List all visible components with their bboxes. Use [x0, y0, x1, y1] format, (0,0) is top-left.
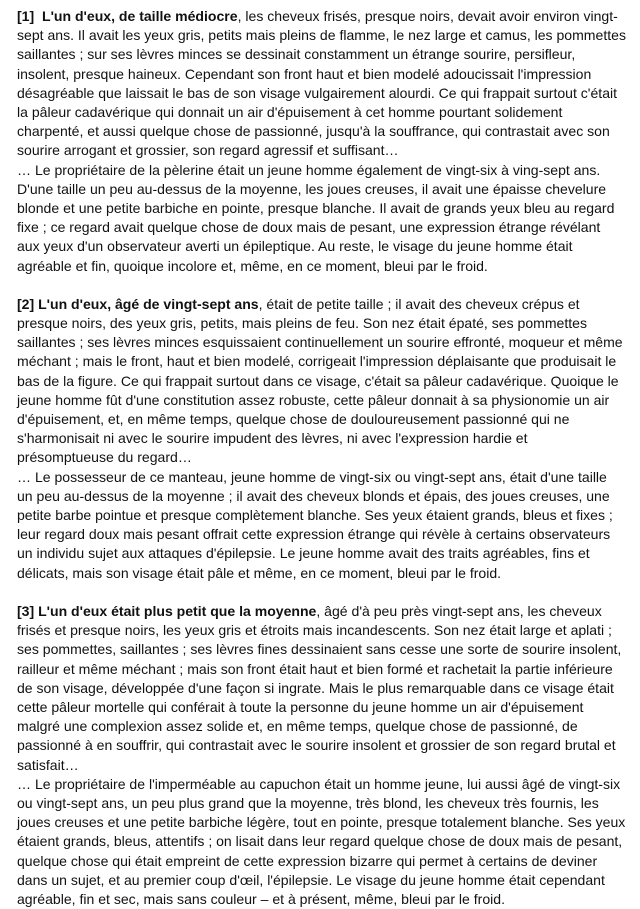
- passage-first-paragraph: [17, 7, 626, 161]
- passage-lead: L'un d'eux était plus petit que la moyenne: [38, 602, 317, 619]
- passage-body: , les cheveux frisés, presque noirs, devait avoir environ vingt-sept ans. Il avait les yeux gris, petits mais pleins de flamme, le nez large et camus, les pommettes saillantes ; sur ses lèvres minces se dessinait constamment un étrange sourire, persifleur, insolent, presque haineux. Cependant son front haut et bien modelé adoucissait l'impression désagréable que laissait le bas de son visage vulgairement alourdi. Ce qui frappait surtout c'était la pâleur cadavérique qui donnait un air d'épuisement à cet homme pourtant solidement charpenté, et aussi quelque chose de passionné, jusqu'à la souffrance, qui contrastait avec son sourire arrogant et grossier, son regard agressif et suffisant…: [17, 8, 626, 159]
- passage-body: , âgé d'à peu près vingt-sept ans, les cheveux frisés et presque noirs, les yeux gris et étroits mais incandescents. Son nez était large et aplati ; ses pommettes, saillantes ; ses lèvres fines dessinaient sans cesse une sorte de sourire insolent, railleur et même méchant ; mais son front était haut et bien formé et rachetait la partie inférieure de son visage, développée d'une façon si ingrate. Mais le plus remarquable dans ce visage était cette pâleur mortelle qui conférait à toute la personne du jeune homme un air d'épuisement malgré une complexion assez solide et, en même temps, quelque chose de passionné, de passionné à en souffrir, qui contrastait avec le sourire insolent et grossier de son regard brutal et satisfait…: [17, 602, 622, 773]
- passage-second-paragraph: … Le propriétaire de l'imperméable au capuchon était un homme jeune, lui aussi âgé de vingt-six ou vingt-sept ans, un peu plus grand que la moyenne, très blond, les cheveux très fournis, les joues creuses et une petite barbiche légère, tout en pointe, presque totalement blanche. Ses yeux étaient grands, bleus, attentifs ; on lisait dans leur regard quelque chose de doux mais de pesant, quelque chose qui était empreint de cette expression bizarre qui permet à certains de deviner dans un sujet, et au premier coup d'œil, l'épilepsie. Le visage du jeune homme était cependant agréable, fin et sec, mais sans couleur – et à présent, même, bleui par le froid.: [17, 775, 626, 907]
- passage-3: [17, 602, 626, 909]
- passage-number: [1]: [17, 8, 35, 24]
- passage-first-paragraph: [17, 602, 626, 775]
- passage-number: [2]: [17, 295, 35, 312]
- passage-second-paragraph: … Le propriétaire de la pèlerine était un jeune homme également de vingt-six à ving-sept ans. D'une taille un peu au-dessus de la moyenne, les joues creuses, il avait une épaisse chevelure blonde et une petite barbiche en pointe, presque blanche. Il avait de grands yeux bleu au regard fixe ; ce regard avait quelque chose de doux mais de pesant, une expression étrange révélant aux yeux d'un observateur averti un épileptique. Au reste, le visage du jeune homme était agréable et fin, quoique incolore et, même, en ce moment, bleui par le froid.: [17, 161, 615, 274]
- passage-body: , était de petite taille ; il avait des cheveux crépus et presque noirs, des yeux gris, petits, mais pleins de feu. Son nez était épaté, ses pommettes saillantes ; ses lèvres minces esquissaient continuellement un sourire effronté, moqueur et même méchant ; mais le front, haut et bien modelé, corrigeait l'impression déplaisante que produisait le bas de la figure. Ce qui frappait surtout dans ce visage, c'était sa pâleur cadavérique. Quoique le jeune homme fût d'une constitution assez robuste, cette pâleur donnait à sa physionomie un air d'épuisement, et, en même temps, quelque chose de douloureusement passionné qui ne s'harmonisait ni avec le sourire impudent des lèvres, ni avec l'expression hardie et présomptueuse du regard…: [17, 295, 623, 466]
- passage-lead: L'un d'eux, de taille médiocre: [41, 8, 238, 24]
- passage-number: [3]: [17, 602, 35, 619]
- passage-1: [17, 7, 626, 276]
- passage-lead: L'un d'eux, âgé de vingt-sept ans: [38, 295, 259, 312]
- passage-2: [17, 295, 626, 583]
- passage-second-paragraph: … Le possesseur de ce manteau, jeune homme de vingt-six ou vingt-sept ans, était d'une taille un peu au-dessus de la moyenne ; il avait des cheveux blonds et épais, des joues creuses, une petite barbe pointue et presque complètement blanche. Ses yeux étaient grands, bleus et fixes ; leur regard doux mais pesant offrait cette expression étrange qui révèle à certains observateurs un individu sujet aux attaques d'épilepsie. Le jeune homme avait des traits agréables, fins et délicats, mais son visage était pâle et même, en ce moment, bleui par le froid.: [17, 468, 613, 581]
- passage-first-paragraph: [17, 295, 626, 468]
